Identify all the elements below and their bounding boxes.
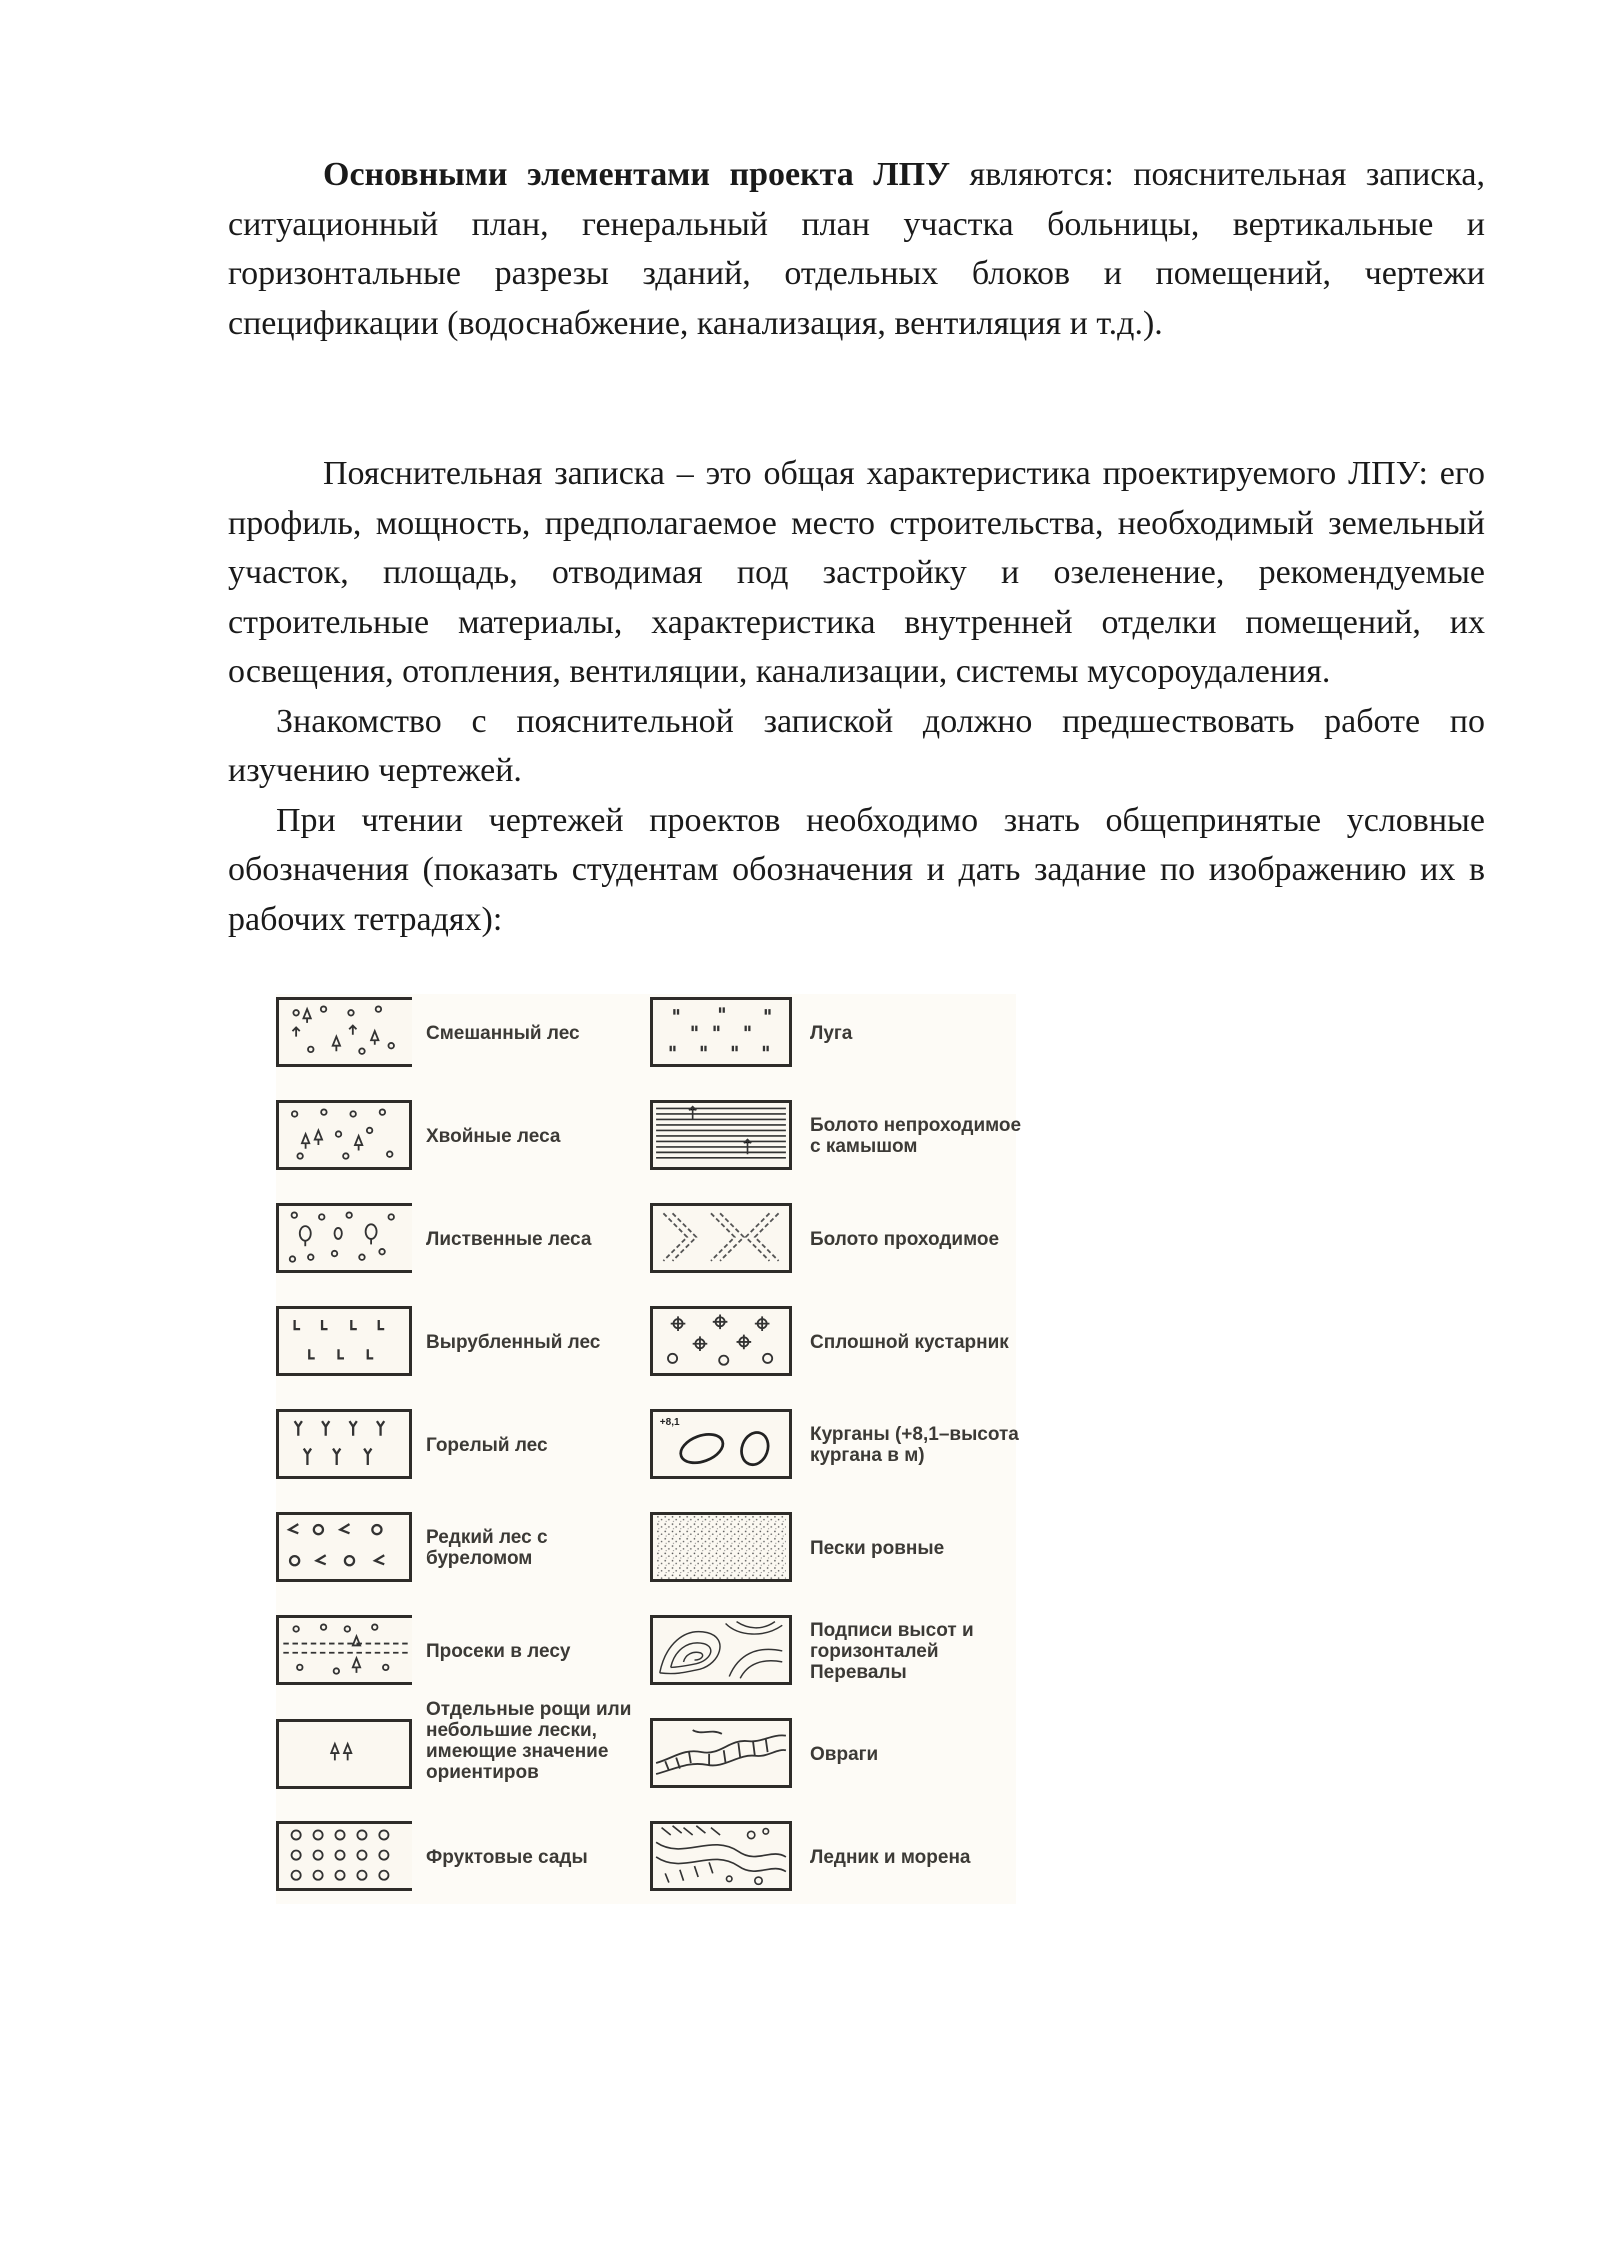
legend-item-groves [276,1697,646,1800]
cut-forest-icon [276,1306,412,1376]
legend-item-mixed-forest [276,994,646,1072]
legend-item-cut-forest [276,1303,646,1381]
paragraph-1-text: являются: пояснительная записка, ситуационный план, генеральный план участка больницы, вертикальные и горизонтальные разрезы зданий, отдельных блоков и помещений, чертежи спецификации (водоснабжение, канализация, вентиляция и т.д.). [228,156,1485,342]
paragraph-3: Знакомство с пояснительной запиской должно предшествовать работе по изучению чертежей. [228,702,1485,789]
groves-icon [276,1719,412,1789]
legend-label: Луга [810,1022,853,1044]
legend-item-meadows [650,994,1020,1072]
legend-label: Хвойные леса [426,1125,561,1147]
legend-label: Просеки в лесу [426,1640,571,1662]
passable-swamp-icon [650,1203,792,1273]
legend-item-contour-lines [650,1612,1020,1690]
sparse-forest-windfall-icon [276,1512,412,1582]
legend-item-continuous-shrubs [650,1303,1020,1381]
paragraph-1-bold-lead: Основными элементами проекта ЛПУ [323,156,951,193]
legend-label: Лиственные леса [426,1228,592,1250]
legend-label: Горелый лес [426,1434,548,1456]
legend-item-orchards [276,1818,646,1896]
orchards-icon [276,1821,412,1891]
paragraph-1 [228,150,1485,348]
legend-item-coniferous-forest [276,1097,646,1175]
legend-label: Редкий лес с буреломом [426,1527,548,1569]
legend-item-mounds [650,1406,1020,1484]
legend-label: Фруктовые сады [426,1846,588,1868]
mounds-icon [650,1409,792,1479]
deciduous-forest-icon [276,1203,412,1273]
impassable-swamp-icon [650,1100,792,1170]
legend-item-impassable-swamp [650,1097,1020,1175]
flat-sands-icon [650,1512,792,1582]
meadows-icon [650,997,792,1067]
legend-label: Подписи высот и горизонталей Перевалы [810,1619,974,1683]
paragraph-4: При чтении чертежей проектов необходимо знать общепринятые условные обозначения (показать студентам обозначения и дать задание по изображению их в рабочих тетрадях): [228,801,1485,938]
legend-item-glacier-moraine [650,1818,1020,1896]
map-legend-figure [276,994,1022,1904]
legend-label: Отдельные рощи или небольшие лески, имеющие значение ориентиров [426,1699,632,1783]
continuous-shrubs-icon [650,1306,792,1376]
legend-label: Болото непроходимое с камышом [810,1115,1022,1157]
legend-item-passable-swamp [650,1200,1020,1278]
coniferous-forest-icon [276,1100,412,1170]
glacier-moraine-icon [650,1821,792,1891]
contour-lines-icon [650,1615,792,1685]
paragraph-2: Пояснительная записка – это общая характеристика проектируемого ЛПУ: его профиль, мощность, предполагаемое место строительства, необходимый земельный участок, площадь, отводимая под застройку и озеленение, рекомендуемые строительные материалы, характеристика внутренней отделки помещений, их освещения, отопления, вентиляции, канализации, системы мусороудаления. [228,455,1485,690]
legend-item-forest-clearings [276,1612,646,1690]
mound-height-label: +8,1 [659,1416,680,1428]
legend-label: Смешанный лес [426,1022,580,1044]
legend-label: Курганы (+8,1–высота кургана в м) [810,1424,1019,1466]
legend-item-deciduous-forest [276,1200,646,1278]
legend-label: Пески ровные [810,1537,945,1559]
text-body [228,449,1485,944]
legend-label: Сплошной кустарник [810,1331,1009,1353]
legend-item-flat-sands [650,1509,1020,1587]
legend-label: Вырубленный лес [426,1331,601,1353]
legend-item-sparse-forest-windfall [276,1509,646,1587]
ravines-icon [650,1718,792,1788]
legend-label: Болото проходимое [810,1228,1000,1250]
burnt-forest-icon [276,1409,412,1479]
legend-item-ravines [650,1715,1020,1793]
forest-clearings-icon [276,1615,412,1685]
legend-label: Ледник и морена [810,1846,971,1868]
legend-item-burnt-forest [276,1406,646,1484]
mixed-forest-icon [276,997,412,1067]
legend-label: Овраги [810,1743,879,1765]
